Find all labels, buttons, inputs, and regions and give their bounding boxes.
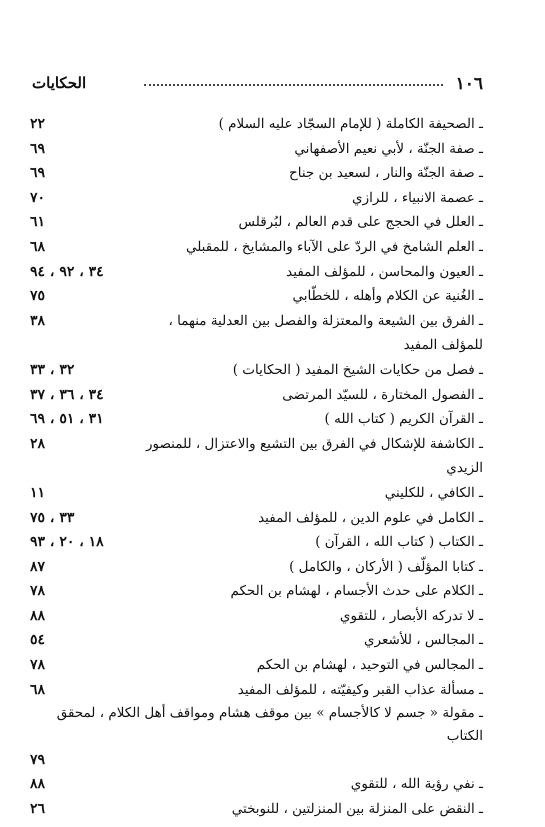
index-entry [30,432,483,481]
entry-title: ـ الكاشفة للإشكال في الفرق بين التشيع والاعتزال ، للمنصور الزيدي [145,435,483,477]
index-entry [30,481,483,506]
index-entry [30,309,483,358]
entry-title: ـ الغُنية عن الكلام وأهله ، للخطّابي [292,288,483,305]
entry-page-numbers: ٣٣ ، ٧٥ [30,509,75,526]
entry-page-numbers: ٧٥ [30,288,46,305]
entry-page-numbers: ٢٢ [30,116,46,132]
entry-page-numbers: ٦٨ [30,238,46,255]
entry-title: ـ العلم الشامخ في الردّ على الآباء والمشايخ ، للمقبلي [185,238,483,255]
page-header [32,72,483,102]
entry-page-numbers: ٧٠ [30,189,46,206]
entry-title: ـ مسألة عذاب القبر وكيفيّته ، للمؤلف المفيد [237,681,483,698]
entry-title: ـ المجالس ، للأشعري [363,632,483,649]
entry-title: ـ الكامل في علوم الدين ، للمؤلف المفيد [258,509,483,526]
entry-page-numbers: ٨٨ [30,607,46,624]
entry-title: ـ فصل من حكايات الشيخ المفيد ( الحكايات ) [232,361,483,378]
entry-page-numbers: ٦٩ [30,140,46,157]
entry-page-numbers: ٦١ [30,214,46,231]
index-entry [30,678,483,703]
index-entry [30,506,483,531]
entry-title: ـ المجالس في التوحيد ، لهشام بن الحكم [256,657,483,674]
entry-title: ـ النقض على المنزلة بين المنزلتين ، للنوبختي [231,800,483,817]
index-entry [30,772,483,797]
entry-page-numbers: ٨٨ [30,776,46,793]
entry-page-numbers: ٣٤ ، ٣٦ ، ٣٧ [30,386,104,403]
entry-title: ـ عصمة الانبياء ، للرازي [352,189,483,206]
entry-title: ـ الفرق بين الشيعة والمعتزلة والفصل بين العدلية منهما ، للمؤلف المفيد [168,312,483,354]
entry-title: ـ كتابا المؤلّف ( الأركان ، والكامل ) [289,558,483,575]
index-entry [30,702,483,768]
entry-page-numbers: ٨٧ [30,558,46,575]
index-entry [30,235,483,260]
index-entry [30,604,483,629]
entry-title: ـ مقولة « جسم لا كالأجسام » بين موقف هشام ومواقف أهل الكلام ، لمحقق الكتاب [56,705,483,745]
entry-title: ـ لا تدركه الأبصار ، للتقوي [339,607,483,624]
entry-title: ـ العلل في الحجج على قدم العالم ، لبُرقلس [238,214,483,231]
entry-title: ـ القرآن الكريم ( كتاب الله ) [324,411,483,428]
entry-title: ـ صفة الجنّة والنار ، لسعيد بن جناح [289,165,483,182]
index-entry [30,407,483,432]
index-entry [30,653,483,678]
index-entry [30,186,483,211]
index-entry [30,260,483,285]
entry-page-numbers: ٢٦ [30,800,46,817]
index-entry [30,579,483,604]
entry-page-numbers: ٧٨ [30,583,46,600]
entry-page-numbers: ٣٨ [30,312,46,329]
entry-title: ـ الفصول المختارة ، للسيّد المرتضى [282,386,483,403]
index-entry [30,112,483,137]
index-entry [30,555,483,580]
index-entry [30,628,483,653]
entry-title: ـ الكتاب ( كتاب الله ، القرآن ) [315,534,483,551]
entry-title: ـ الصحيفة الكاملة ( للإمام السجّاد عليه السلام ) [218,116,483,132]
entry-page-numbers: ٧٨ [30,657,46,674]
index-entry [30,797,483,822]
index-entry [30,210,483,235]
entry-page-numbers: ٣٤ ، ٩٢ ، ٩٤ [30,263,104,280]
page-number: ١٠٦ [455,74,483,94]
entry-page-numbers: ١٨ ، ٢٠ ، ٩٣ [30,534,104,551]
index-list [30,112,483,821]
index-entry [30,383,483,408]
entry-page-numbers: ٢٨ [30,435,46,452]
entry-title: ـ صفة الجنّة ، لأبي نعيم الأصفهاني [294,140,483,157]
entry-title: ـ نفي رؤية الله ، للتقوي [350,776,483,793]
entry-page-numbers: ٥٤ [30,632,46,649]
entry-page-numbers: ١١ [30,484,46,501]
entry-page-numbers: ٦٨ [30,681,46,698]
entry-title: ـ الكلام على حدث الأجسام ، لهشام بن الحكم [230,583,483,600]
entry-title: ـ العيون والمحاسن ، للمؤلف المفيد [286,263,483,280]
entry-page-numbers: ٦٩ [30,165,46,182]
entry-page-numbers: ٣١ ، ٥١ ، ٦٩ [30,411,104,428]
index-entry [30,530,483,555]
index-entry [30,137,483,162]
index-entry [30,284,483,309]
entry-page-numbers: ٣٢ ، ٣٣ [30,361,75,378]
entry-title: ـ الكافي ، للكليني [384,484,483,501]
header-dotted-leader [144,84,443,86]
index-entry [30,161,483,186]
index-entry [30,358,483,383]
running-title: الحكايات [32,74,87,92]
entry-page-numbers: ٧٩ [30,751,46,768]
